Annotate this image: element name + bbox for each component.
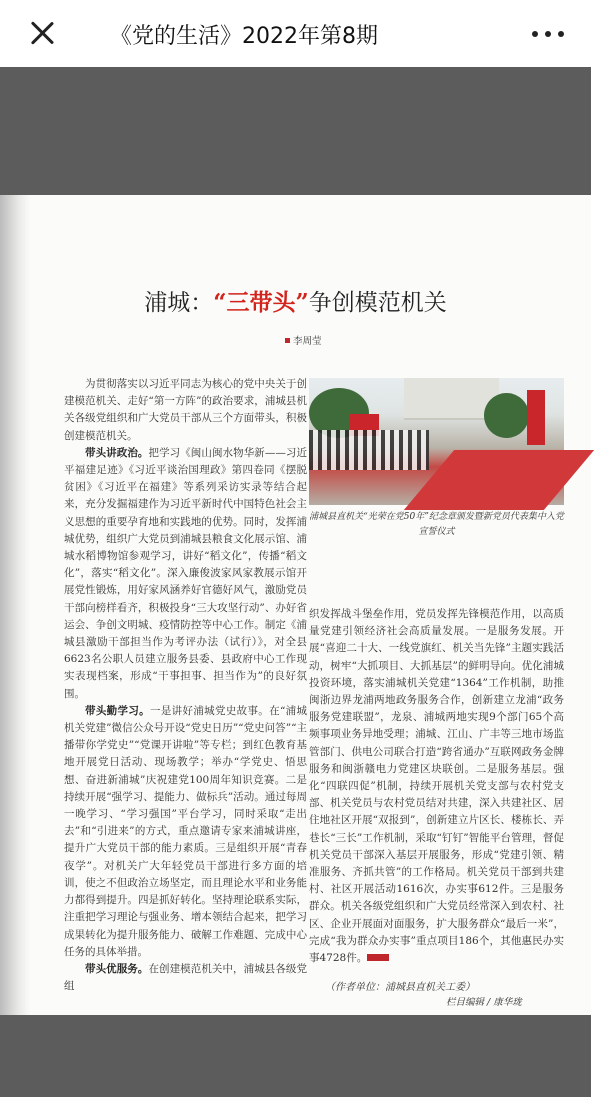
photo-caption: 浦城县直机关“光荣在党50年”纪念章颁发暨新党员代表集中入党宣誓仪式: [309, 512, 564, 537]
close-icon[interactable]: [26, 16, 58, 52]
bottom-gray-band: [0, 1015, 591, 1097]
paragraph-service: 带头优服务。在创建模范机关中，浦城县各级党组: [64, 962, 308, 993]
paragraph-intro: 为贯彻落实以习近平同志为核心的党中央关于创建模范机关、走好“第一方阵”的政治要求，浦城县机关各级党组织和广大党员干部从三个方面带头，积极创建模范机关。: [64, 378, 307, 442]
paragraph-service-cont: 织发挥战斗堡垒作用，党员发挥先锋模范作用，以高质量党建引领经济社会高质量发展。一是服务发展。开展“喜迎二十大、一线党旗红、机关当先锋”主题实践活动，树牢“大抓项目、大抓基层”的鲜明导向。优化浦城投资环境，落实浦城机关党建“1364”工作机制，助推闽浙边界龙浦两地政务服务合作，创新建立龙浦“政务服务党建联盟”，龙泉、浦城两地实现9个部门65个高频事项业务异地受理；浦城、江山、广丰等三地市场监管部门、供电公司联合打造“跨省通办”互联网政务金牌服务和闽浙赣电力党建区块联创。二是服务基层。强化“四联四促”机制，持续开展机关党支部与农村党支部、机关党员与农村党员结对共建，深入共建社区、居住地社区开展“双报到”，创新建立片区长、楼栋长、弄巷长“三长”工作机制，采取“钉钉”智能平台管理，督促机关党员干部深入基层开展服务，形成“党建引领、精准服务、齐抓共管”的工作格局。机关党员干部到共建村、社区开展活动1616次，办实事612件。三是服务群众。机关各级党组织和广大党员经常深入到农村、社区、企业开展面对面服务，扩大服务群众“最后一米”，完成“我为群众办实事”重点项目186个，其他惠民办实事4728件。: [309, 608, 564, 965]
page-fold-shadow: [0, 195, 30, 1015]
top-bar: [0, 0, 591, 67]
author-affiliation: （作者单位：浦城县直机关工委）: [325, 982, 475, 993]
article-column-right: [309, 606, 564, 967]
paragraph-politics: 带头讲政治。把学习《闽山闽水物华新——习近平福建足迹》《习近平谈治国理政》第四卷同《摆脱贫困》《习近平在福建》等系列采访实录等结合起来，充分发掘福建作为习近平新时代中国特色社会主义思想的重要孕育地和实践地的优势。同时，发挥浦城优势，组织广大党员到浦城县粮食文化展示馆、浦城水稻博物馆参观学习，讲好“稻文化”，传播“稻文化”，落实“稻文化”。深入廉俊波家风家教展示馆开展党性锻炼，用好家风涵养好官德好风气，激励党员干部向榜样看齐，积极投身“三大攻坚行动”、办好省运会、争创文明城、疫情防控等中心工作。制定《浦城县激励干部担当作为考评办法（试行）》，对全县6623名公职人员建立服务县委、县政府中心工作现实表现档案，形成“干事担事、担当作为”的良好氛围。: [64, 446, 308, 700]
more-icon[interactable]: [532, 31, 564, 39]
article-photo: [309, 378, 564, 505]
article-column-left: [64, 376, 307, 995]
article-title: [0, 284, 591, 317]
paragraph-study: 带头勤学习。一是讲好浦城党史故事。在“浦城机关党建”微信公众号开设“党史日历”“党史问答”“主播带你学党史”“党课开讲啦”等专栏；到红色教育基地开展党日活动、现场教学；举办“学党史、悟思想、奋进新浦城”庆祝建党100周年知识竞赛。二是持续开展“强学习、提能力、做标兵”活动。通过每周一晚学习、“学习强国”平台学习，同时采取“走出去”和“引进来”的方式，重点邀请专家来浦城讲座，提升广大党员干部的能力素质。三是组织开展“青春夜学”。对机关广大年轻党员干部进行多方面的培训，使之不但政治立场坚定，而且理论水平和业务能力都得到提升。四是抓好转化。坚持理论联系实际，注重把学习理论与强业务、增本领结合起来，把学习成果转化为提升服务能力、破解工作难题、完成中心任务的具体举措。: [64, 704, 308, 958]
page-title: 《党的生活》2022年第8期: [110, 24, 378, 49]
article-author: 李周莹: [285, 333, 322, 347]
section-lead: 带头优服务。: [85, 962, 149, 975]
article-title-suffix: 争创模范机关: [308, 290, 447, 316]
section-lead: 带头讲政治。: [85, 446, 149, 459]
end-mark: [367, 954, 389, 961]
column-editor: 栏目编辑 / 康华珑: [446, 997, 522, 1008]
section-lead: 带头勤学习。: [85, 704, 150, 717]
magazine-page: [0, 195, 591, 1015]
top-gray-band: [0, 67, 591, 195]
article-title-highlight: “三带头”: [213, 289, 309, 316]
article-title-prefix: 浦城：: [144, 290, 214, 316]
